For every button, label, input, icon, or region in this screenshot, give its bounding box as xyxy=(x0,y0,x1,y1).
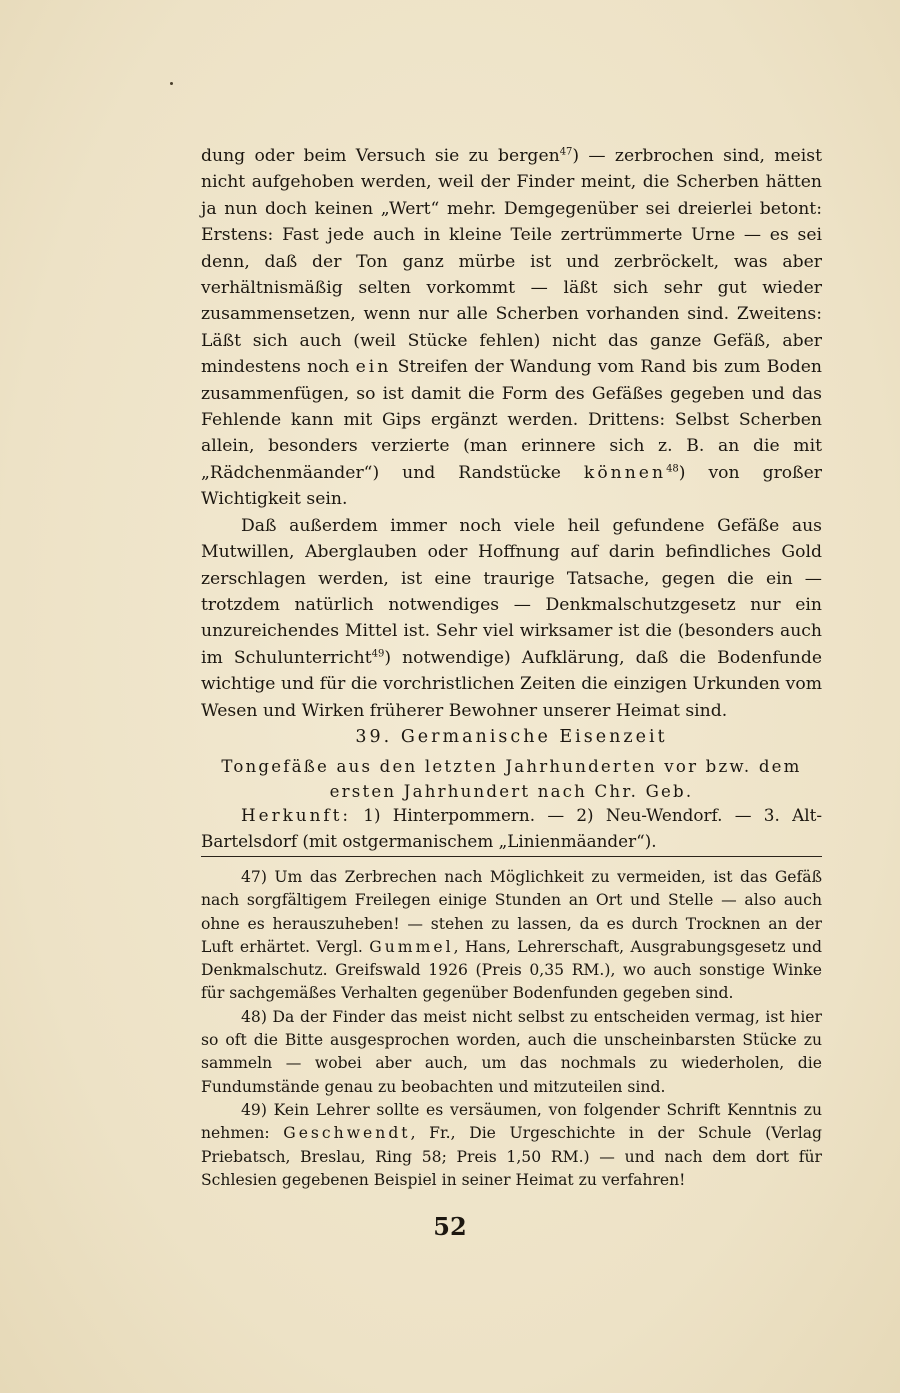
section-subtitle xyxy=(201,754,822,804)
text-run: 49) Kein Lehrer sollte es versäumen, von folgender Schrift Kenntnis zu nehmen: xyxy=(201,1100,822,1143)
subtitle-line: ersten Jahrhundert nach Chr. Geb. xyxy=(329,782,694,801)
provenance-text: 1) Hinterpommern. — 2) Neu-Wendorf. — 3. Alt-Bartelsdorf (mit ostgermanischem „Linienmäander“). xyxy=(201,805,822,851)
section-number: 39. xyxy=(355,727,393,747)
provenance-label: Herkunft: xyxy=(241,805,351,825)
author-name: Gummel xyxy=(369,937,454,956)
footnote-49 xyxy=(201,1099,822,1192)
paragraph-2 xyxy=(201,513,822,724)
text-run: Daß außerdem immer noch viele heil gefundene Gefäße aus Mutwillen, Aberglauben oder Hoffnung auf darin befindliches Gold zerschlagen werden, ist eine traurige Tatsache, gegen die ein — trotzdem natürlich notwendiges — Denkmalschutzgesetz nur ein unzureichendes Mittel ist. Sehr viel wirksamer ist die (besonders auch im Schulunterricht xyxy=(201,515,822,668)
page-number: 52 xyxy=(433,1212,467,1241)
paragraph-1 xyxy=(201,143,822,513)
emphasis-koennen: können xyxy=(583,462,667,483)
provenance xyxy=(201,803,822,854)
text-run: Streifen der Wandung vom Rand bis zum Boden zusammenfügen, so ist damit die Form des Gefäßes gegeben und das Fehlende kann mit Gips ergänzt werden. Drittens: Selbst Scherben allein, besonders verzierte (man erinnere sich z. B. an die mit „Rädchenmäander“) und Randstücke xyxy=(201,357,822,483)
emphasis-ein: ein xyxy=(355,357,392,378)
text-run: , Hans, Lehrerschaft, Ausgrabungsgesetz und Denkmalschutz. Greifswald 1926 (Preis 0,35 RM.), wo auch sonstige Winke für sachgemäßes Verhalten gegenüber Bodenfunden gegeben sind. xyxy=(201,937,822,1003)
text-run: , Fr., Die Urgeschichte in der Schule (Verlag Priebatsch, Breslau, Ring 58; Preis 1,50 RM.) — und nach dem dort für Schlesien gegebenen Beispiel in seiner Heimat zu verfahren! xyxy=(201,1124,822,1189)
footnote-ref-47: 47 xyxy=(559,146,573,158)
footnote-ref-48: 48 xyxy=(666,463,679,475)
section-heading xyxy=(201,724,822,750)
text-run: ) — zerbrochen sind, meist nicht aufgehoben werden, weil der Finder meint, die Scherben hätten ja nun doch keinen „Wert“ mehr. Demgegenüber sei dreierlei betont: Erstens: Fast jede auch in kleine Teile zertrümmerte Urne — es sei denn, daß der Ton ganz mürbe ist und zerbröckelt, was aber verhältnismäßig selten vorkommt — läßt sich sehr gut wieder zusammensetzen, wenn nur alle Scherben vorhanden sind. Zweitens: Läßt sich auch (weil Stücke fehlen) nicht das ganze Gefäß, aber mindestens noch xyxy=(201,146,822,378)
main-text xyxy=(201,143,822,724)
subtitle-line: Tongefäße aus den letzten Jahrhunderten vor bzw. dem xyxy=(221,757,802,776)
footnote-divider xyxy=(201,856,822,857)
text-run: dung oder beim Versuch sie zu bergen xyxy=(201,146,560,166)
text-run: ) von großer Wichtigkeit sein. xyxy=(201,462,823,510)
provenance-paragraph xyxy=(201,803,822,854)
footnote-47 xyxy=(201,866,822,1006)
text-run: ) notwendige) Aufklärung, daß die Bodenfunde wichtige und für die vorchristlichen Zeiten die einzigen Urkunden vom Wesen und Wirken früherer Bewohner unserer Heimat sind. xyxy=(201,647,822,721)
footnote-ref-49: 49 xyxy=(371,647,385,659)
text-run: 47) Um das Zerbrechen nach Möglichkeit zu vermeiden, ist das Gefäß nach sorgfältigem Freilegen einige Stunden an Ort und Stelle — also auch ohne es herauszuheben! — stehen zu lassen, da es durch Trocknen an der Luft erhärtet. Vergl. xyxy=(201,868,822,956)
footnote-48: 48) Da der Finder das meist nicht selbst zu entscheiden vermag, ist hier so oft die Bitte ausgesprochen worden, auch die unscheinbarsten Stücke zu sammeln — wobei aber auch, um das nochmals zu wiederholen, die Fundumstände genau zu beobachten und mitzuteilen sind. xyxy=(201,1007,822,1096)
footnotes xyxy=(201,866,822,1192)
paper-speck xyxy=(170,82,173,85)
author-name: Geschwendt xyxy=(283,1124,411,1143)
section-title: Germanische Eisenzeit xyxy=(400,727,668,747)
